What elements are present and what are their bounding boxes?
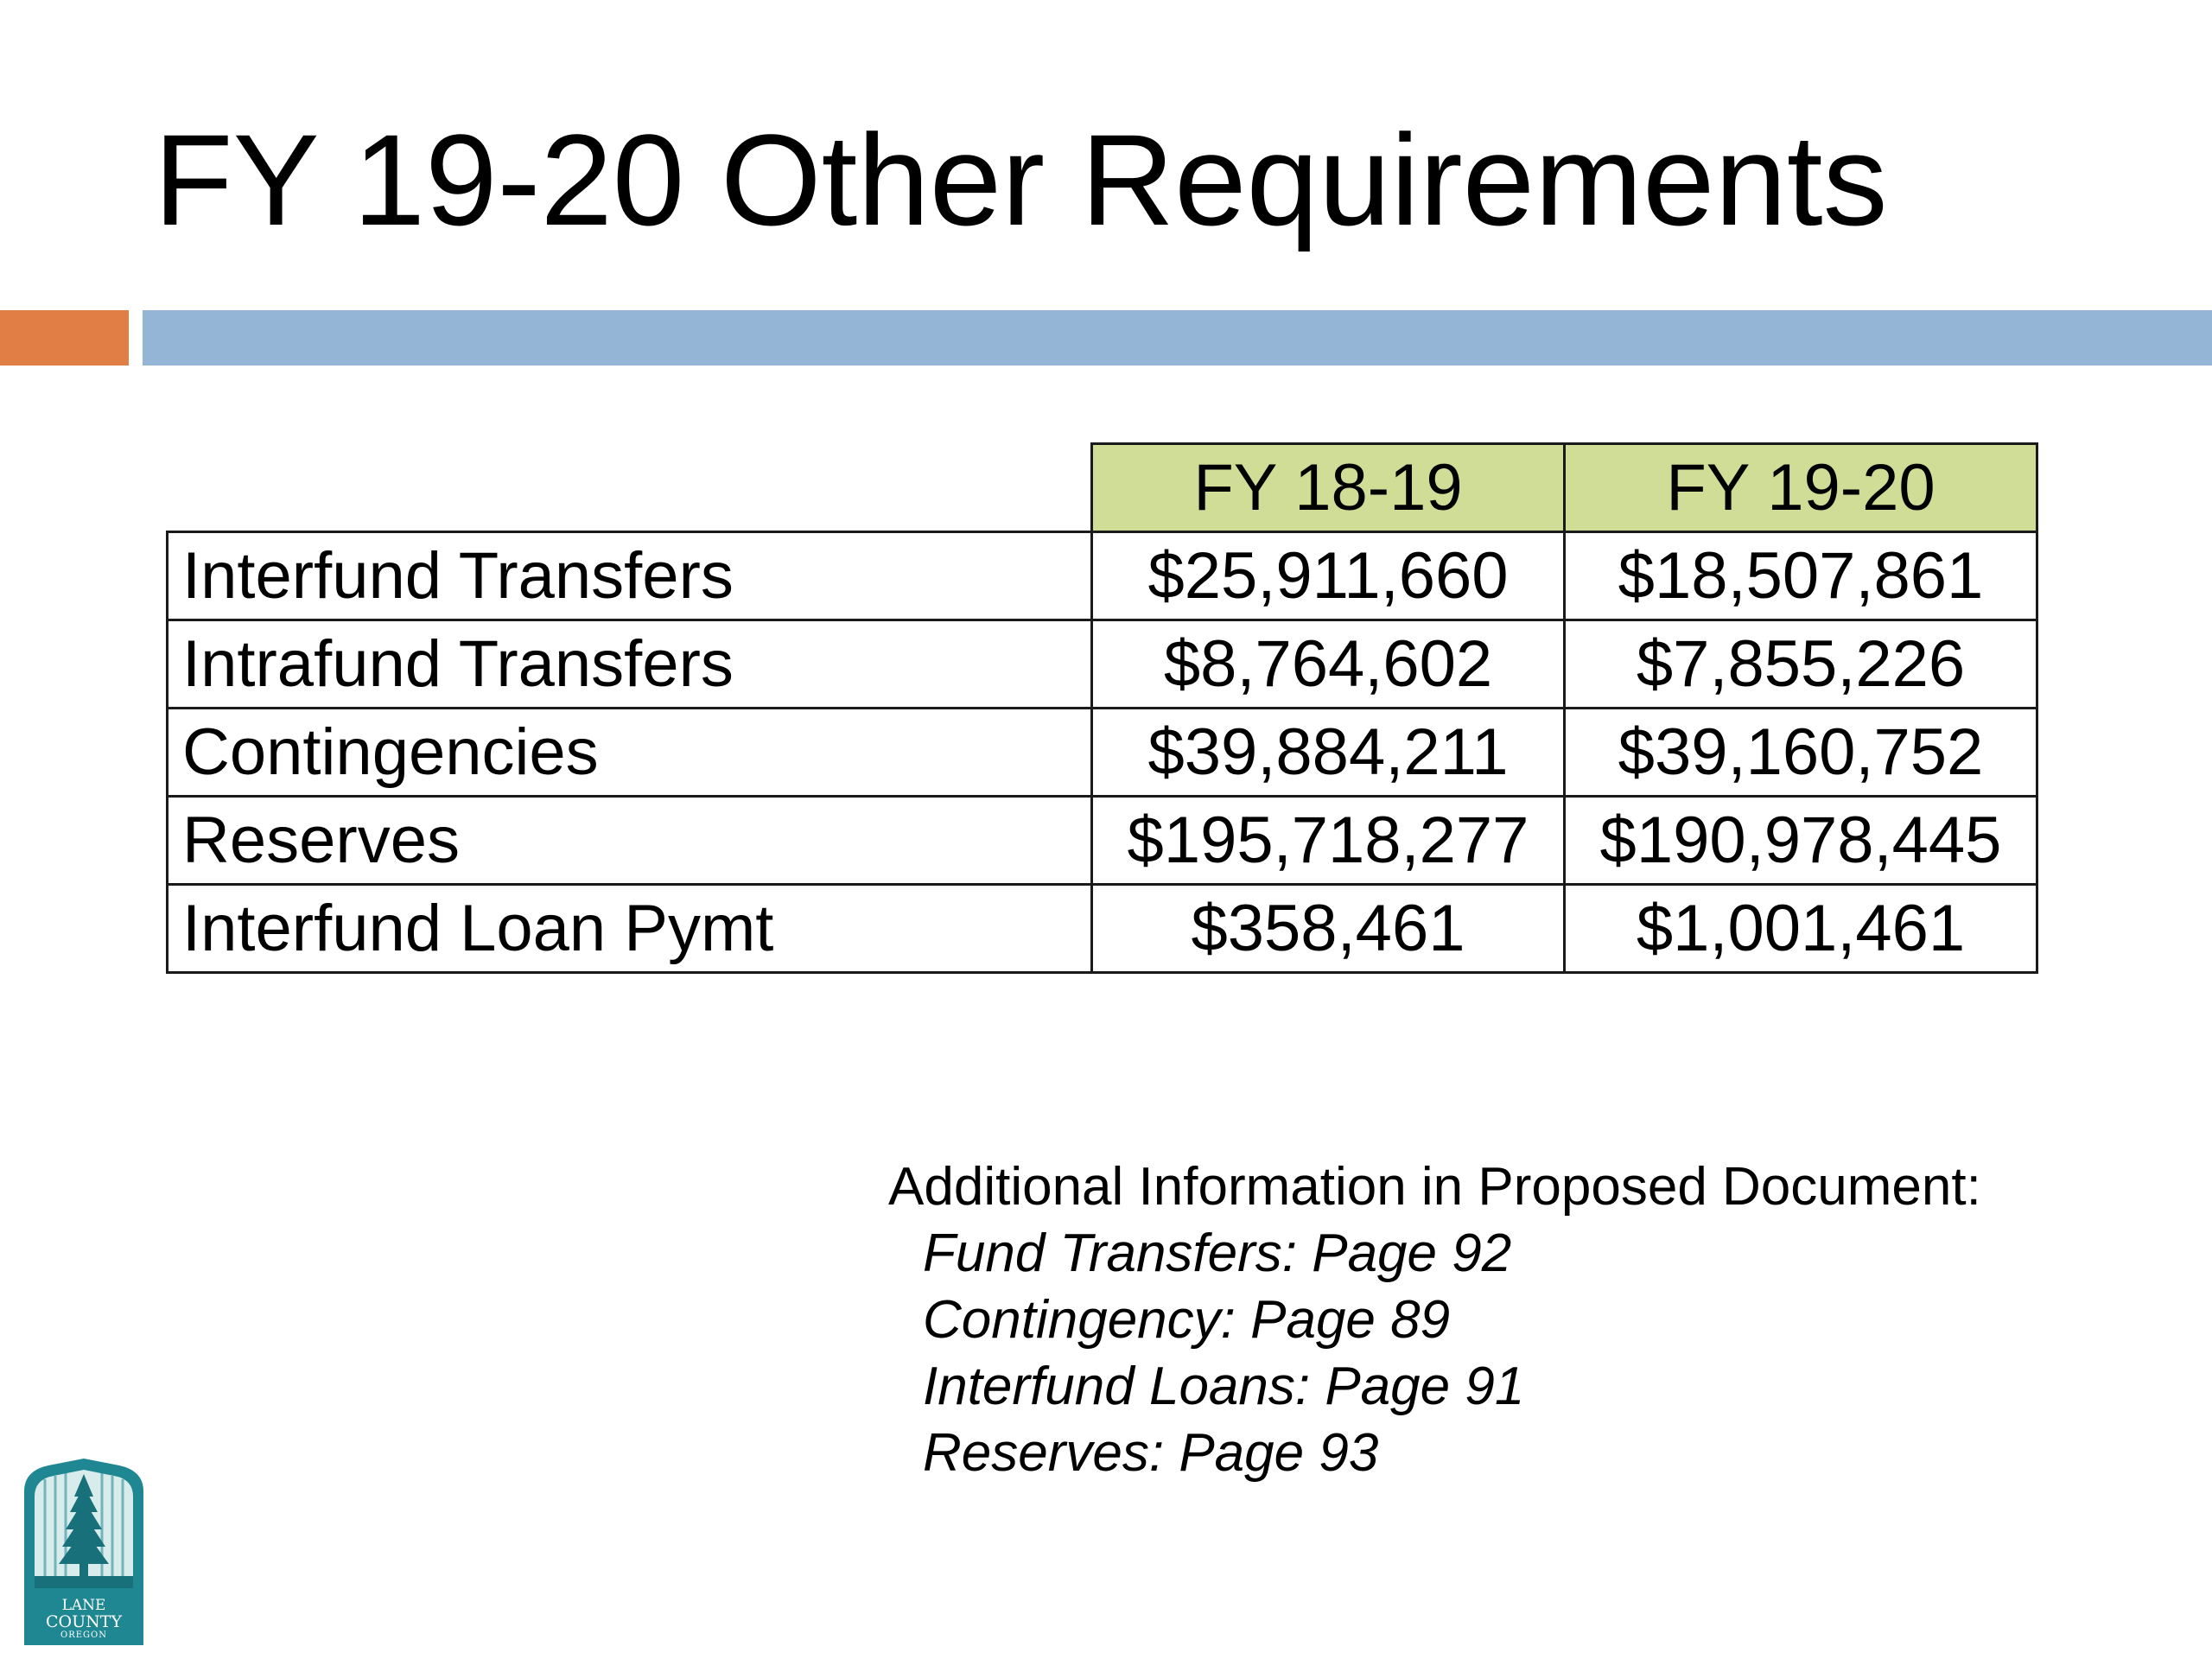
row-label: Interfund Transfers [168, 532, 1092, 620]
cell-fy19-20: $39,160,752 [1565, 709, 2037, 797]
column-header-fy18-19: FY 18-19 [1092, 444, 1565, 532]
row-label: Reserves [168, 797, 1092, 885]
cell-fy18-19: $195,718,277 [1092, 797, 1565, 885]
cell-fy18-19: $8,764,602 [1092, 620, 1565, 709]
table-row [168, 532, 2037, 620]
cell-fy19-20: $190,978,445 [1565, 797, 2037, 885]
table-header-row [168, 444, 2037, 532]
requirements-table [166, 442, 2038, 974]
accent-bar-blue [143, 310, 2212, 365]
lane-county-logo [22, 1459, 145, 1647]
info-item-fund-transfers: Fund Transfers: Page 92 [923, 1224, 1512, 1283]
cell-fy18-19: $25,911,660 [1092, 532, 1565, 620]
slide-title: FY 19-20 Other Requirements [154, 107, 1888, 252]
table-corner-cell [168, 444, 1092, 532]
column-header-fy19-20: FY 19-20 [1565, 444, 2037, 532]
info-item-interfund-loans: Interfund Loans: Page 91 [923, 1357, 1525, 1416]
cell-fy19-20: $1,001,461 [1565, 885, 2037, 973]
info-item-contingency: Contingency: Page 89 [923, 1290, 1451, 1350]
table-row [168, 709, 2037, 797]
table-row [168, 797, 2037, 885]
cell-fy18-19: $358,461 [1092, 885, 1565, 973]
info-item-reserves: Reserves: Page 93 [923, 1423, 1379, 1483]
cell-fy18-19: $39,884,211 [1092, 709, 1565, 797]
row-label: Intrafund Transfers [168, 620, 1092, 709]
additional-info-heading: Additional Information in Proposed Document: [888, 1157, 1981, 1217]
logo-text-county: COUNTY [46, 1612, 122, 1631]
row-label: Contingencies [168, 709, 1092, 797]
table-row [168, 885, 2037, 973]
logo-text-lane: LANE [61, 1597, 106, 1614]
cell-fy19-20: $7,855,226 [1565, 620, 2037, 709]
row-label: Interfund Loan Pymt [168, 885, 1092, 973]
table-row [168, 620, 2037, 709]
accent-bar-orange [0, 310, 129, 365]
logo-text-oregon: OREGON [60, 1630, 107, 1640]
additional-info [888, 1154, 1981, 1486]
cell-fy19-20: $18,507,861 [1565, 532, 2037, 620]
